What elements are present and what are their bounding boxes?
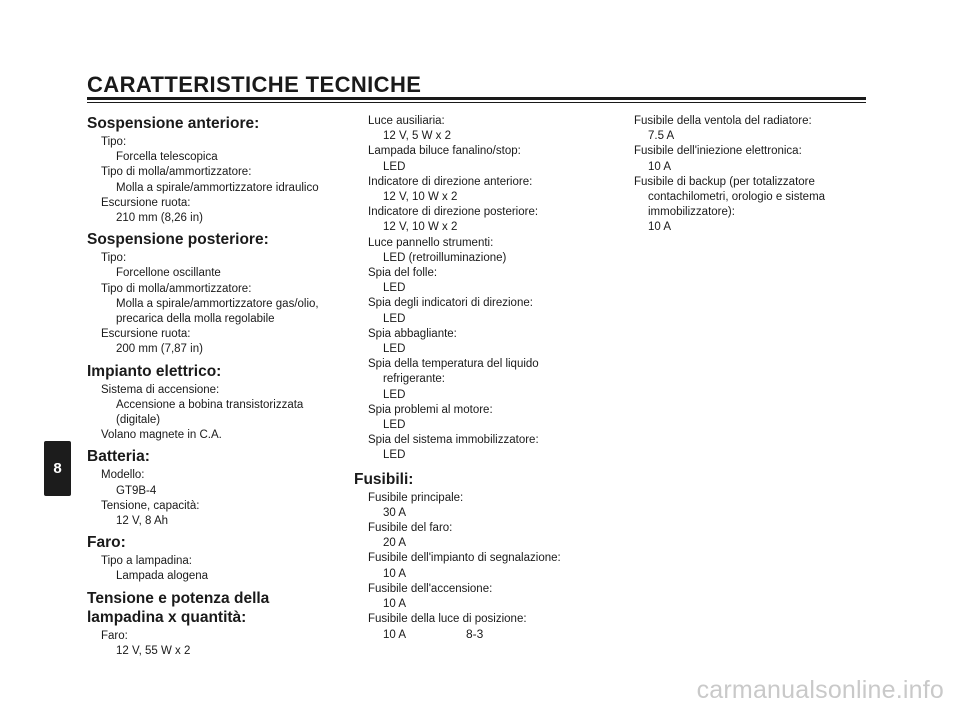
spec-value: 20 A xyxy=(383,537,407,550)
spec-label: Spia del folle: xyxy=(368,267,438,280)
spec-label: Escursione ruota: xyxy=(101,328,191,341)
spec-value: 10 A xyxy=(383,567,407,580)
spec-label: Tipo di molla/ammortizzatore: xyxy=(101,166,252,179)
spec-value: LED xyxy=(383,282,406,295)
section-heading-bulbs xyxy=(87,589,342,627)
spec-label: Fusibile di backup (per totalizzatore xyxy=(634,175,815,188)
spec-value: 10 A xyxy=(648,160,672,173)
section-heading-line: Tensione e potenza della xyxy=(87,589,270,607)
section-heading-battery: Batteria: xyxy=(87,448,150,466)
spec-label: Fusibile dell'accensione: xyxy=(368,582,493,595)
spec-label: Spia del sistema immobilizzatore: xyxy=(368,434,539,447)
spec-value: 12 V, 55 W x 2 xyxy=(116,644,191,657)
spec-label: Fusibile della luce di posizione: xyxy=(368,613,527,626)
spec-label: Indicatore di direzione anteriore: xyxy=(368,175,533,188)
spec-label: Indicatore di direzione posteriore: xyxy=(368,206,539,219)
spec-label: Modello: xyxy=(101,469,145,482)
column-1 xyxy=(87,114,342,659)
section-heading-front-suspension: Sospensione anteriore: xyxy=(87,115,260,132)
section-heading-fuses: Fusibili: xyxy=(354,470,414,488)
spec-label: Escursione ruota: xyxy=(101,196,191,209)
watermark: carmanualsonline.info xyxy=(696,676,944,704)
title-rule-thin xyxy=(87,102,866,103)
spec-label: Sistema di accensione: xyxy=(101,383,220,396)
spec-label: Fusibile della ventola del radiatore: xyxy=(634,115,812,127)
spec-label: Fusibile principale: xyxy=(368,491,464,504)
spec-label: Luce pannello strumenti: xyxy=(368,236,494,249)
spec-value: Accensione a bobina transistorizzata xyxy=(116,398,304,411)
spec-label: Spia degli indicatori di direzione: xyxy=(368,297,533,310)
spec-value: 200 mm (7,87 in) xyxy=(116,343,203,356)
spec-value: 30 A xyxy=(383,506,407,519)
section-heading-headlight: Faro: xyxy=(87,534,126,552)
spec-label-continued: contachilometri, orologio e sistema xyxy=(648,191,826,204)
spec-label: Fusibile dell'iniezione elettronica: xyxy=(634,145,802,158)
column-2 xyxy=(354,114,604,643)
title-rule-thick xyxy=(87,97,866,100)
spec-label: Tipo: xyxy=(101,252,127,265)
spec-label: Fusibile del faro: xyxy=(368,522,453,535)
spec-value: GT9B-4 xyxy=(116,484,157,497)
spec-value: LED xyxy=(383,312,406,325)
spec-value: 12 V, 10 W x 2 xyxy=(383,191,458,204)
spec-value: 12 V, 10 W x 2 xyxy=(383,221,458,234)
section-heading-electrical: Impianto elettrico: xyxy=(87,362,222,380)
spec-value: Molla a spirale/ammortizzatore gas/olio, xyxy=(116,297,319,310)
spec-value: 12 V, 8 Ah xyxy=(116,515,169,528)
spec-label: Volano magnete in C.A. xyxy=(101,429,222,442)
spec-label-continued: immobilizzatore): xyxy=(648,206,735,219)
spec-label: Luce ausiliaria: xyxy=(368,115,445,127)
spec-label: Spia problemi al motore: xyxy=(368,403,493,416)
spec-value: 10 A xyxy=(648,221,672,234)
page-number: 8-3 xyxy=(466,627,484,641)
page-title: CARATTERISTICHE TECNICHE xyxy=(87,72,422,97)
spec-value: 10 A xyxy=(383,628,407,641)
spec-label: Spia abbagliante: xyxy=(368,327,457,340)
spec-value: 10 A xyxy=(383,598,407,611)
spec-label: Tensione, capacità: xyxy=(101,499,200,512)
spec-value: LED (retroilluminazione) xyxy=(383,251,507,264)
spec-value: 7.5 A xyxy=(648,130,675,143)
spec-value: 12 V, 5 W x 2 xyxy=(383,130,451,143)
spec-label: Tipo a lampadina: xyxy=(101,555,192,568)
spec-value: LED xyxy=(383,388,406,401)
spec-value: Lampada alogena xyxy=(116,570,209,583)
spec-label: Fusibile dell'impianto di segnalazione: xyxy=(368,552,561,565)
spec-value: LED xyxy=(383,343,406,356)
spec-label: Faro: xyxy=(101,629,128,642)
spec-label: Tipo: xyxy=(101,136,127,148)
section-heading-rear-suspension: Sospensione posteriore: xyxy=(87,231,269,249)
spec-value: 210 mm (8,26 in) xyxy=(116,212,203,225)
spec-value: Forcella telescopica xyxy=(116,151,218,164)
spec-label: Tipo di molla/ammortizzatore: xyxy=(101,282,252,295)
spec-value: LED xyxy=(383,449,406,462)
spec-value: precarica della molla regolabile xyxy=(116,313,275,326)
spec-label-continued: refrigerante: xyxy=(383,373,446,386)
section-heading-line: lampadina x quantità: xyxy=(87,608,247,626)
spec-value: LED xyxy=(383,419,406,432)
spec-value: (digitale) xyxy=(116,414,161,427)
spec-label: Spia della temperatura del liquido xyxy=(368,358,539,371)
spec-label: Lampada biluce fanalino/stop: xyxy=(368,145,521,158)
spec-value: Forcellone oscillante xyxy=(116,267,221,280)
spec-value: Molla a spirale/ammortizzatore idraulico xyxy=(116,181,319,194)
spec-value: LED xyxy=(383,160,406,173)
column-3 xyxy=(634,114,874,236)
chapter-tab: 8 xyxy=(44,441,71,496)
